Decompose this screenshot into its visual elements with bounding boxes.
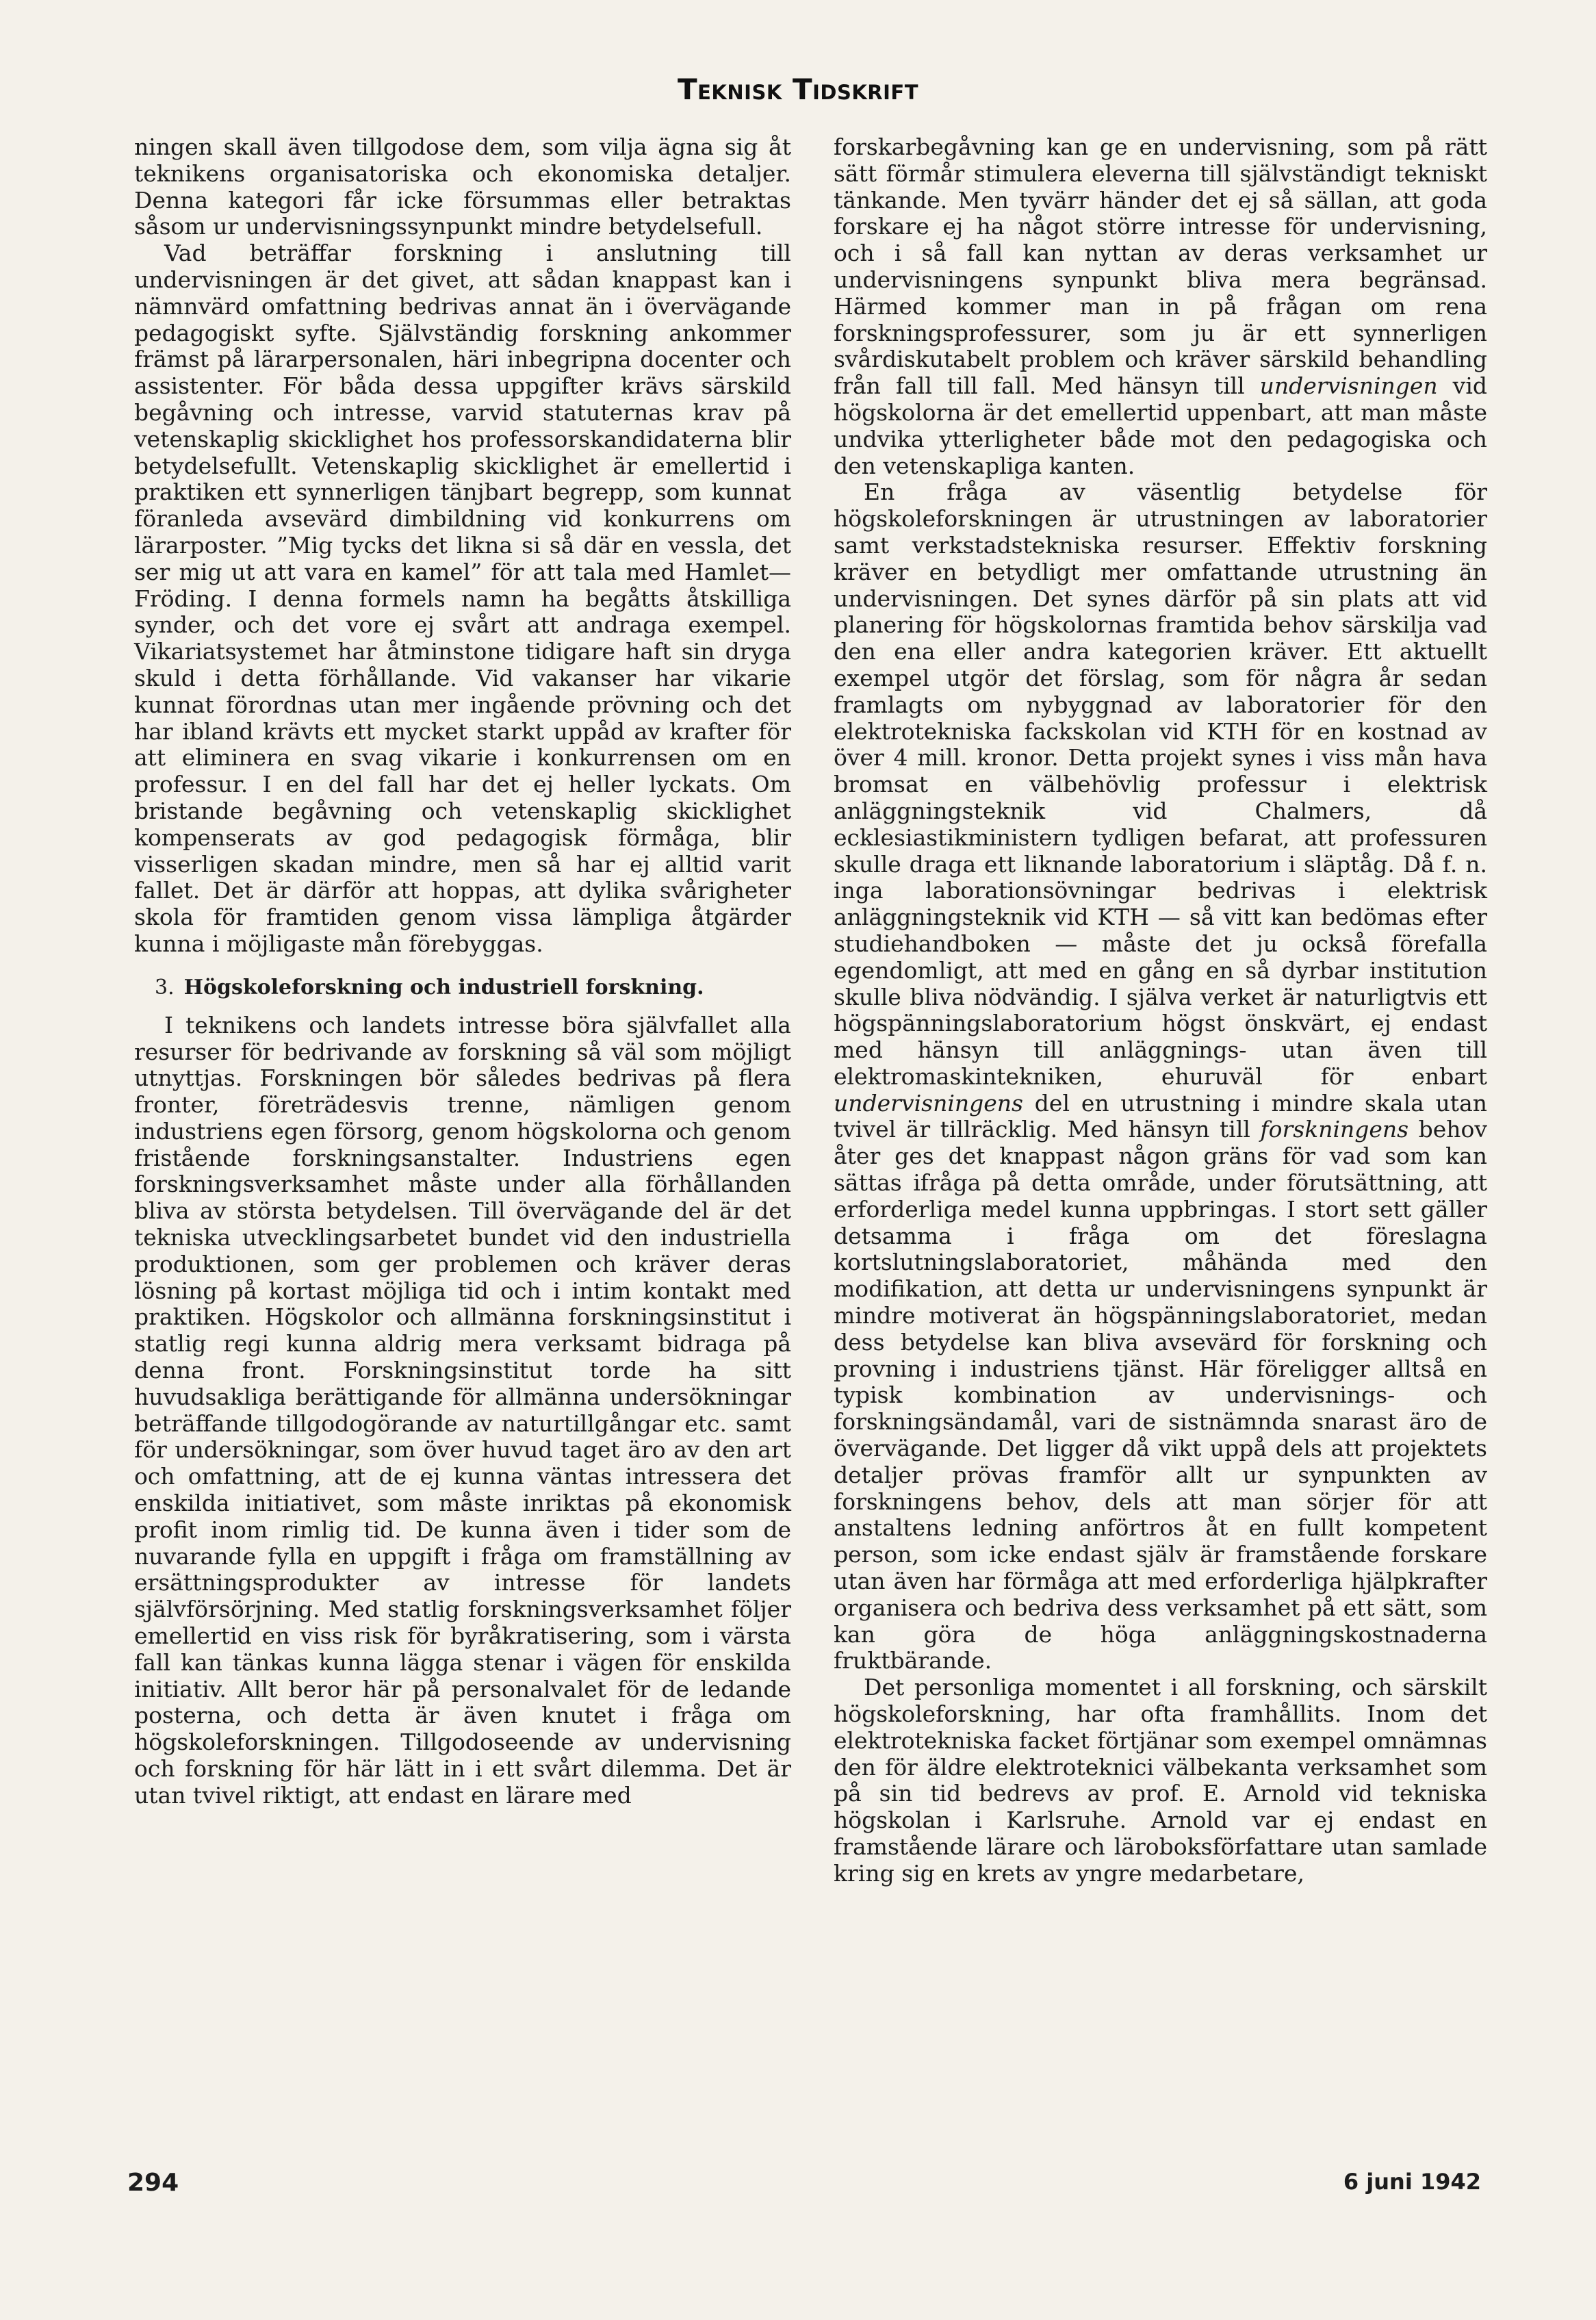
paragraph (834, 479, 1487, 1674)
section-title: Högskoleforskning och industriell forskning. (183, 975, 704, 999)
text-run: del en utrustning i mindre skala utan tvivel är tillräcklig. Med hänsyn till (834, 1089, 1487, 1143)
paragraph (834, 134, 1487, 479)
issue-date: 6 juni 1942 (1343, 2169, 1481, 2195)
paragraph: ningen skall även tillgodose dem, som vilja ägna sig åt teknikens organisatoriska och ekonomiska detaljer. Denna kategori får icke försummas eller betraktas såsom ur undervisningssynpunkt mindre betydelsefull. (134, 133, 791, 240)
paragraph: Vad beträffar forskning i anslutning till undervisningen är det givet, att sådan knappast kan i nämnvärd omfattning bedrivas annat än i övervägande pedagogiskt syfte. Självständig forskning ankommer främst på lärarpersonalen, häri inbegripna docenter och assistenter. För båda dessa uppgifter krävs särskild begåvning och intresse, varvid statuternas krav på vetenskaplig skicklighet hos professorskandidaterna blir betydelsefullt. Vetenskaplig skicklighet är emellertid i praktiken ett synnerligen tänjbart begrepp, som kunnat föranleda avsevärd dimbildning vid konkurrens om lärarposter. ”Mig tycks det likna si så där en vessla, det ser mig ut att vara en kamel” för att tala med Hamlet—Fröding. I denna formels namn ha begåtts åtskilliga synder, och det vore ej svårt att andraga exempel. Vikariatsystemet har åtminstone tidigare haft sin dryga skuld i detta förhållande. Vid vakanser har vikarie kunnat förordnas utan mer ingående prövning och det har ibland krävts ett mycket starkt uppåd av krafter för att eliminera en svag vikarie i konkurrensen om en professur. I en del fall har det ej heller lyckats. Om bristande begåvning och vetenskaplig skicklighet kompenserats av god pedagogisk förmåga, blir visserligen skadan mindre, men så har ej alltid varit fallet. Det är därför att hoppas, att dylika svårigheter skola för framtiden genom vissa lämpliga åtgärder kunna i möjligaste mån förebyggas. (134, 240, 791, 957)
paragraph: I teknikens och landets intresse böra självfallet alla resurser för bedrivande av forskning så väl som möjligt utnyttjas. Forskningen bör således bedrivas på flera fronter, företrädesvis trenne, nämligen genom industriens egen försorg, genom högskolorna och genom fristående forskningsanstalter. Industriens egen forskningsverksamhet måste under alla förhållanden bliva av största betydelsen. Till övervägande del är det tekniska utvecklingsarbetet bundet vid den industriella produktionen, som ger problemen och kräver deras lösning på kortast möjliga tid och i intim kontakt med praktiken. Högskolor och allmänna forskningsinstitut i statlig regi kunna aldrig mera verksamt bidraga på denna front. Forskningsinstitut torde ha sitt huvudsakliga berättigande för allmänna undersökningar beträffande tillgodogörande av naturtillgångar etc. samt för undersökningar, som över huvud taget äro av den art och omfattning, att de ej kunna väntas intressera det enskilda initiativet, som måste inriktas på ekonomisk profit inom rimlig tid. De kunna även i tider som de nuvarande fylla en uppgift i fråga om framställning av ersättningsprodukter av intresse för landets självförsörjning. Med statlig forskningsverksamhet följer emellertid en viss risk för byråkratisering, som i värsta fall kan tänkas kunna lägga stenar i vägen för enskilda initiativ. Allt beror här på personalvalet för de ledande posterna, och detta är även knutet i fråga om högskoleforskningen. Tillgodoseende av undervisning och forskning för här lätt in i ett svårt dilemma. Det är utan tvivel riktigt, att endast en lärare med (134, 1011, 791, 1809)
emphasis: undervisningen (1259, 372, 1438, 400)
paragraph: Det personliga momentet i all forskning, och särskilt högskoleforskning, har ofta framhållits. Inom det elektrotekniska facket förtjänar som exempel omnämnas den för äldre elektroteknici välbekanta verksamhet som på sin tid bedrevs av prof. E. Arnold vid tekniska högskolan i Karlsruhe. Arnold var ej endast en framstående lärare och läroboksförfattare utan samlade kring sig en krets av yngre medarbetare, (834, 1674, 1487, 1887)
emphasis: forskningens (1260, 1116, 1409, 1143)
section-number: 3. (155, 975, 175, 999)
left-column (134, 134, 791, 1809)
text-run: forskarbegåvning kan ge en undervisning, som på rätt sätt förmår stimulera eleverna till självständigt tekniskt tänkande. Men tyvärr händer det ej så sällan, att goda forskare ej ha något större intresse för undervisning, och i så fall kan nyttan av deras verksamhet ur undervisningens synpunkt bliva mera begränsad. Härmed kommer man in på frågan om rena forskningsprofessurer, som ju är ett synnerligen svårdiskutabelt problem och kräver särskild behandling från fall till fall. Med hänsyn till (834, 133, 1487, 400)
text-run: En fråga av väsentlig betydelse för högskoleforskningen är utrustningen av laboratorier samt verkstadstekniska resurser. Effektiv forskning kräver en betydligt mer omfattande utrustning än undervisningen. Det synes därför på sin plats att vid planering för högskolornas framtida behov särskilja vad den ena eller andra kategorien kräver. Ett aktuellt exempel utgör det förslag, som för några år sedan framlagts om nybyggnad av laboratorier för den elektrotekniska fackskolan vid KTH för en kostnad av över 4 mill. kronor. Detta projekt synes i viss mån hava bromsat en välbehövlig professur i elektrisk anläggningsteknik vid Chalmers, då ecklesiastikministern tydligen befarat, att professuren skulle draga ett liknande laboratorium i släptåg. Då f. n. inga laborationsövningar bedrivas i elektrisk anläggningsteknik vid KTH — så vitt kan bedömas efter studiehandboken — måste det ju också förefalla egendomligt, att med en gång en så dyrbar institution skulle bliva nödvändig. I själva verket är naturligtvis ett högspänningslaboratorium högst önskvärt, ej endast med hänsyn till anläggnings- utan även till elektromaskintekniken, ehuruväl för enbart (834, 479, 1487, 1090)
section-heading (134, 976, 791, 1000)
emphasis: undervisningens (834, 1089, 1023, 1117)
running-head-title: Teknisk Tidskrift (677, 73, 919, 106)
page-number: 294 (127, 2169, 179, 2197)
text-run: vid högskolorna är det emellertid uppenbart, att man måste undvika ytterligheter både mot den pedagogiska och den vetenskapliga kanten. (834, 372, 1487, 479)
text-run: behov åter ges det knappast någon gräns för vad som kan sättas ifråga på detta område, under förutsättning, att erforderliga medel kunna uppbringas. I stort sett gäller detsamma i fråga om det föreslagna kortslutningslaboratoriet, måhända med den modifikation, att detta ur undervisningens synpunkt är mindre motiverat än högspänningslaboratoriet, medan dess betydelse kan bliva avsevärd för forskning och provning i industriens tjänst. Här föreligger alltså en typisk kombination av undervisnings- och forskningsändamål, vari de sistnämnda snarast äro de övervägande. Det ligger då vikt uppå dels att projektets detaljer prövas framför allt ur synpunkten av forskningens behov, dels att man sörjer för att anstaltens ledning anförtros åt en fullt kompetent person, som icke endast själv är framstående forskare utan även har förmåga att med erforderliga hjälpkrafter organisera och bedriva dess verksamhet på ett sätt, som kan göra de höga anläggningskostnaderna fruktbärande. (834, 1116, 1487, 1674)
right-column (834, 134, 1487, 1887)
